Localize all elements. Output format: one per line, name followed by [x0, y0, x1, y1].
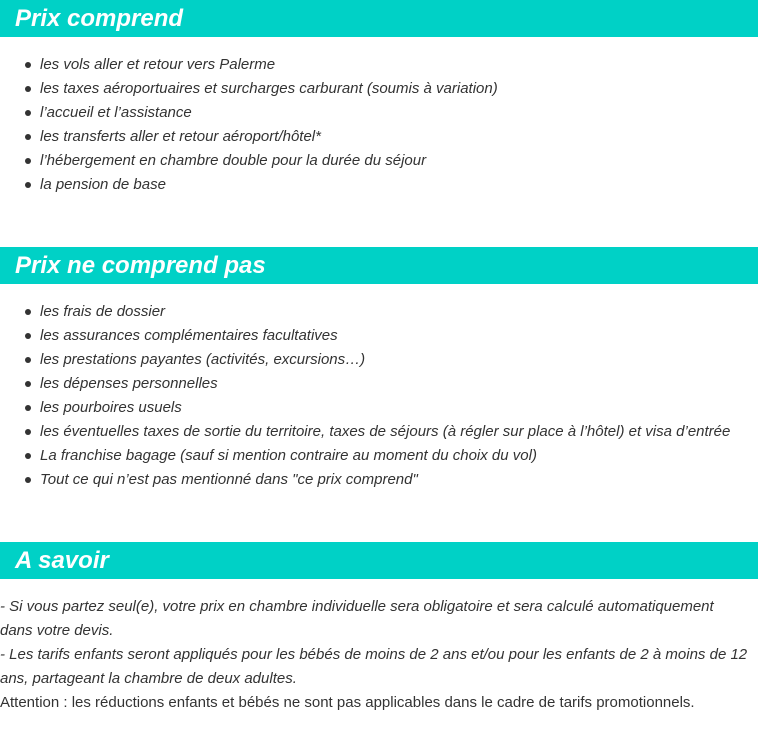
list-item-text: l’hébergement en chambre double pour la durée du séjour — [40, 152, 427, 169]
list-item — [0, 324, 758, 348]
section-title-not-included: Prix ne comprend pas — [0, 247, 758, 284]
list-item-text: Tout ce qui n’est pas mentionné dans "ce prix comprend" — [40, 471, 418, 488]
bullet-icon — [25, 86, 31, 92]
bullet-icon — [25, 357, 31, 363]
list-item — [0, 173, 758, 197]
note-attention: Attention : les réductions enfants et bébés ne sont pas applicables dans le cadre de tarifs promotionnels. — [0, 694, 695, 711]
bullet-icon — [25, 333, 31, 339]
list-item — [0, 149, 758, 173]
list-item-text: La franchise bagage (sauf si mention contraire au moment du choix du vol) — [40, 447, 537, 464]
note-single-traveler: - Si vous partez seul(e), votre prix en chambre individuelle sera obligatoire et sera calculé automatiquement dans votre devis. — [0, 598, 714, 639]
list-item-text: l’accueil et l’assistance — [40, 104, 192, 121]
list-item-text: les dépenses personnelles — [40, 375, 218, 392]
list-item — [0, 53, 758, 77]
included-list — [0, 53, 758, 197]
bullet-icon — [25, 110, 31, 116]
bullet-icon — [25, 158, 31, 164]
not-included-list — [0, 300, 758, 492]
list-item — [0, 101, 758, 125]
section-title-included: Prix comprend — [0, 0, 758, 37]
list-item — [0, 300, 758, 324]
bullet-icon — [25, 477, 31, 483]
list-item — [0, 396, 758, 420]
bullet-icon — [25, 429, 31, 435]
note-children-rates: - Les tarifs enfants seront appliqués pour les bébés de moins de 2 ans et/ou pour les enfants de 2 à moins de 12 ans, partageant la chambre de deux adultes. — [0, 646, 748, 687]
list-item-text: les prestations payantes (activités, excursions…) — [40, 351, 366, 368]
list-item — [0, 444, 758, 468]
list-item — [0, 77, 758, 101]
list-item-text: les transferts aller et retour aéroport/hôtel* — [40, 128, 321, 145]
bullet-icon — [25, 62, 31, 68]
bullet-icon — [25, 182, 31, 188]
bullet-icon — [25, 309, 31, 315]
bullet-icon — [25, 453, 31, 459]
list-item-text: les vols aller et retour vers Palerme — [40, 56, 276, 73]
list-item — [0, 348, 758, 372]
to-know-notes — [0, 595, 758, 715]
list-item — [0, 125, 758, 149]
section-title-to-know: A savoir — [0, 542, 758, 579]
list-item — [0, 372, 758, 396]
bullet-icon — [25, 134, 31, 140]
bullet-icon — [25, 405, 31, 411]
bullet-icon — [25, 381, 31, 387]
list-item — [0, 468, 758, 492]
list-item — [0, 420, 758, 444]
list-item-text: les frais de dossier — [40, 303, 166, 320]
list-item-text: les éventuelles taxes de sortie du territoire, taxes de séjours (à régler sur place à l’hôtel) et visa d’entrée — [40, 423, 731, 440]
list-item-text: les pourboires usuels — [40, 399, 182, 416]
list-item-text: la pension de base — [40, 176, 166, 193]
list-item-text: les taxes aéroportuaires et surcharges carburant (soumis à variation) — [40, 80, 498, 97]
list-item-text: les assurances complémentaires facultatives — [40, 327, 338, 344]
